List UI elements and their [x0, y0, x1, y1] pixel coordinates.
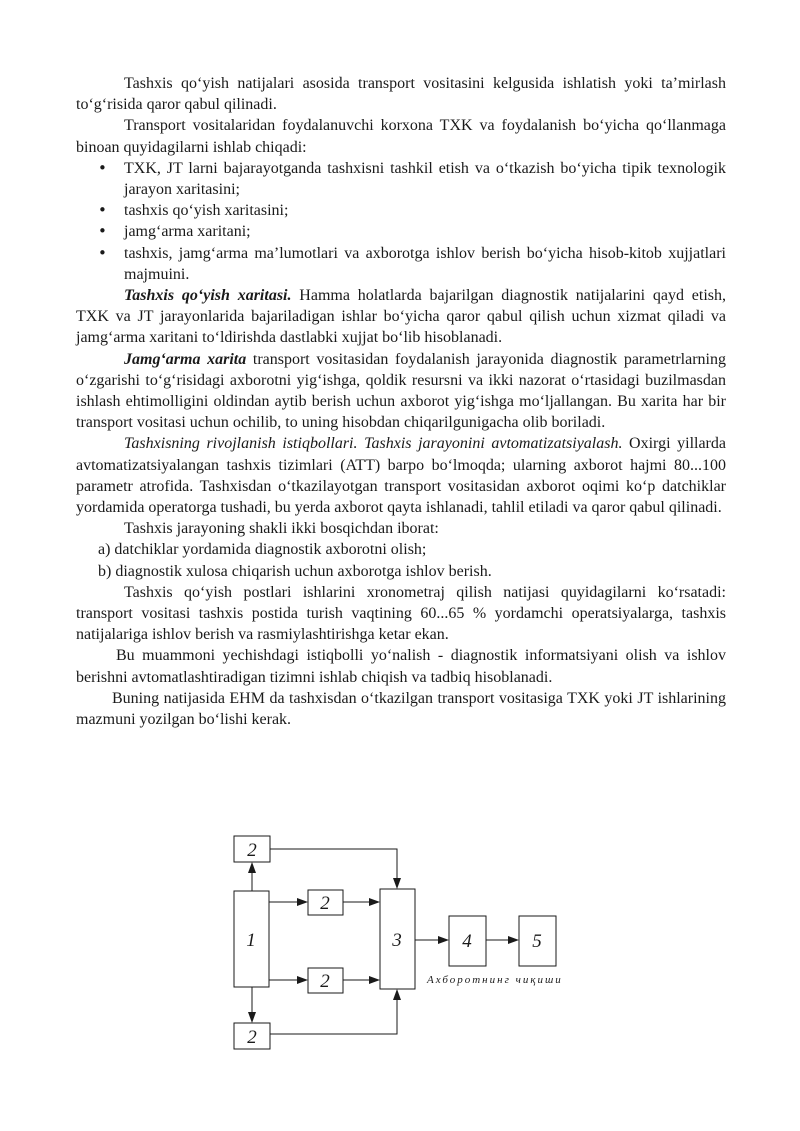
paragraph-1: Tashxis qo‘yish natijalari asosida transport vositasini kelgusida ishlatish yoki ta’mirlash to‘g‘risida qaror qabul qilinadi.: [76, 75, 726, 114]
term-accumulation-map: Jamg‘arma xarita: [124, 350, 247, 368]
block-5-label: 5: [532, 931, 542, 952]
block-4-label: 4: [462, 931, 472, 952]
arrow-top-2-to-3: [270, 849, 397, 882]
block-mid-bottom-2-label: 2: [320, 971, 330, 992]
block-1-label: 1: [246, 930, 256, 951]
stage-a: a) datchiklar yordamida diagnostik axborotni olish;: [98, 541, 427, 559]
diagnosis-map-text: Hamma holatlarda bajarilgan diagnostik natijalarini qayd etish, TXK va JT jarayonlarida bajariladigan ishlar bo‘yicha qaror qabul qilish uchun xizmat qiladi va jamg‘arma xaritani to‘ldirishda dastlabki xujjat bo‘lib hisoblanadi.: [76, 287, 727, 347]
diagram-block-mid-top-2: [308, 890, 343, 915]
diagram-block-1: [234, 891, 269, 987]
block-mid-top-2-label: 2: [320, 893, 330, 914]
bullet-item-1: • TXK, JT larni bajarayotganda tashxisni tashkil etish va o‘tkazish bo‘yicha tipik texnologik jarayon xaritasini;: [76, 158, 726, 200]
block-bottom-2-label: 2: [247, 1027, 257, 1048]
accumulation-map-text: transport vositasidan foydalanish jarayonida diagnostik parametrlarning o‘zgarishi to‘g‘risidagi axborotni yig‘ishga, qoldik resursni va ikki nazorat o‘rtasidagi buzilmasdan ishlash ehtimolligini oldindan aytib berish uchun axborot yig‘ishga mo‘ljallangan. Bu xarita har bir transport vositasi uchun ochilib, to uning hisobdan chiqarilgunigacha olib boriladi.: [76, 350, 727, 432]
paragraph-result: Buning natijasida EHM da tashxisdan o‘tkazilgan transport vositasiga TXK yoki JT ishlarining mazmuni yozilgan bo‘lishi kerak.: [76, 689, 726, 729]
term-diagnosis-map: Tashxis qo‘yish xaritasi.: [124, 287, 292, 305]
diagram-block-5: [519, 916, 556, 966]
paragraph-2: Transport vositalaridan foydalanuvchi korxona TXK va foydalanish bo‘yicha qo‘llanmaga binoan quyidagilarni ishlab chiqadi:: [76, 117, 726, 156]
block-top-2-label: 2: [247, 840, 257, 861]
prospects-heading: Tashxisning rivojlanish istiqbollari. Tashxis jarayonini avtomatizatsiyalash.: [124, 435, 623, 453]
prospects-text: Oxirgi yillarda avtomatizatsiyalangan tashxis tizimlari (ATT) barpo bo‘lmoqda; ularning axborot hajmi 80...100 parametr atrofida. Tashxisdan o‘tkazilayotgan transport vositasidan axborot oqimi ko‘p datchiklar yordamida operatorga tushadi, bu yerda axborot qayta ishlanadi, tahlil etiladi va qaror qabul qilinadi.: [76, 435, 726, 517]
arrow-bottom-2-to-3: [270, 996, 397, 1034]
bullet-item-2: • tashxis qo‘yish xaritasini;: [76, 200, 726, 221]
block-3-label: 3: [392, 930, 402, 951]
diagram-block-mid-bottom-2: [308, 968, 343, 993]
bullet-item-4: • tashxis, jamg‘arma ma’lumotlari va axborotga ishlov berish bo‘yicha hisob-kitob xujjatlari majmuini.: [76, 243, 726, 285]
bullet-item-3: • jamg‘arma xaritani;: [76, 221, 726, 242]
stage-b: b) diagnostik xulosa chiqarish uchun axborotga ishlov berish.: [98, 562, 492, 580]
paragraph-timing: Tashxis qo‘yish postlari ishlarini xronometraj qilish natijasi quyidagilarni ko‘rsatadi: transport vositasi tashxis postida turish vaqtining 60...65 % yordamchi operatsiyalarga, tashxis natijalariga ishlov berish va rasmiylashtirishga ketar ekan.: [76, 583, 726, 644]
paragraph-stages: Tashxis jarayoning shakli ikki bosqichdan iborat:: [124, 520, 439, 538]
diagram-block-4: [449, 916, 486, 966]
paragraph-solution: Bu muammoni yechishdagi istiqbolli yo‘nalish - diagnostik informatsiyani olish va ishlov berishni avtomatlashtiradigan tizimni ishlab chiqish va tadbiq hisoblanadi.: [76, 647, 726, 686]
output-caption: Ахборотнинг чиқиши: [427, 974, 563, 986]
diagram-block-top-2: [234, 836, 270, 862]
diagram-block-3: [380, 889, 415, 989]
diagram-block-bottom-2: [234, 1023, 270, 1049]
